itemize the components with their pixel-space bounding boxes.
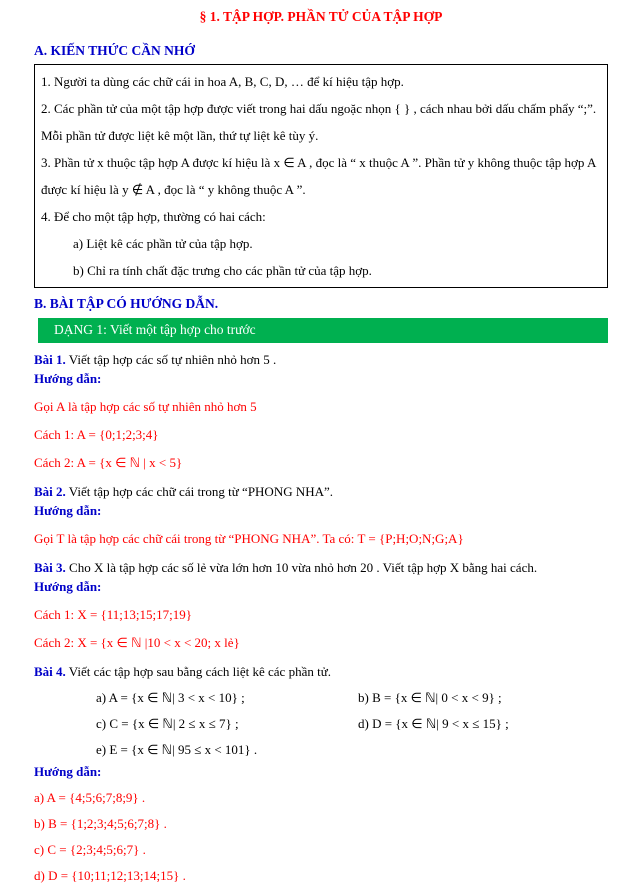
exercise-1-statement xyxy=(34,350,608,370)
exercise-4-statement xyxy=(34,662,608,682)
solution-line: Cách 2: X = {x ∈ ℕ |10 < x < 20; x lẻ} xyxy=(34,635,240,650)
exercise-1-label: Bài 1. xyxy=(34,352,66,367)
box-item-1: 1. Người ta dùng các chữ cái in hoa A, B, C, D, … để kí hiệu tập hợp. xyxy=(41,74,404,89)
exercise-4-part-b: b) B = {x ∈ ℕ| 0 < x < 9} ; xyxy=(358,690,502,705)
knowledge-box xyxy=(34,64,608,288)
exercise-1-guide-label: Hướng dẫn: xyxy=(34,371,102,386)
answer-line-c: c) C = {2;3;4;5;6;7} . xyxy=(34,842,146,857)
section-a-heading: A. KIẾN THỨC CẦN NHỚ xyxy=(34,43,195,58)
exercise-4-parts xyxy=(34,685,608,763)
solution-line: Gọi A là tập hợp các số tự nhiên nhỏ hơn 5 xyxy=(34,399,257,414)
exercise-4-guide-label: Hướng dẫn: xyxy=(34,764,102,779)
answer-line-d: d) D = {10;11;12;13;14;15} . xyxy=(34,868,186,883)
page-title: § 1. TẬP HỢP. PHẦN TỬ CỦA TẬP HỢP xyxy=(199,9,443,24)
box-subitem-b: b) Chỉ ra tính chất đặc trưng cho các phần tử của tập hợp. xyxy=(73,263,372,278)
exercise-1-text: Viết tập hợp các số tự nhiên nhỏ hơn 5 . xyxy=(65,352,277,367)
box-subitem-a: a) Liệt kê các phần tử của tập hợp. xyxy=(73,236,253,251)
exercise-3-text: Cho X là tập hợp các số lẻ vừa lớn hơn 10 vừa nhỏ hơn 20 . Viết tập hợp X bằng hai cách. xyxy=(65,560,538,575)
exercise-4-text: Viết các tập hợp sau bằng cách liệt kê các phần tử. xyxy=(65,664,332,679)
box-item-2: 2. Các phần tử của một tập hợp được viết trong hai dấu ngoặc nhọn { } , cách nhau bởi dấu chấm phẩy “;”. Mỗi phần tử được liệt kê một lần, thứ tự liệt kê tùy ý. xyxy=(41,101,597,143)
section-b-heading: B. BÀI TẬP CÓ HƯỚNG DẪN. xyxy=(34,296,219,311)
dang1-banner: DẠNG 1: Viết một tập hợp cho trước xyxy=(38,318,608,343)
answer-line-b: b) B = {1;2;3;4;5;6;7;8} . xyxy=(34,816,167,831)
exercise-4-part-d: d) D = {x ∈ ℕ| 9 < x ≤ 15} ; xyxy=(358,716,509,731)
exercise-3-solution xyxy=(34,606,608,651)
exercise-4-part-e: e) E = {x ∈ ℕ| 95 ≤ x < 101} . xyxy=(96,742,258,757)
exercise-4-label: Bài 4. xyxy=(34,664,66,679)
box-item-4: 4. Để cho một tập hợp, thường có hai cách: xyxy=(41,209,266,224)
solution-line: Cách 1: X = {11;13;15;17;19} xyxy=(34,607,192,622)
exercise-4-answers xyxy=(34,790,608,884)
exercise-1-solution xyxy=(34,398,608,471)
exercise-3-label: Bài 3. xyxy=(34,560,66,575)
exercise-4-part-c: c) C = {x ∈ ℕ| 2 ≤ x ≤ 7} ; xyxy=(96,716,239,731)
exercise-2-text: Viết tập hợp các chữ cái trong từ “PHONG NHA”. xyxy=(65,484,334,499)
exercise-3-statement xyxy=(34,558,608,578)
answer-line-a: a) A = {4;5;6;7;8;9} . xyxy=(34,790,146,805)
exercise-3-guide-label: Hướng dẫn: xyxy=(34,579,102,594)
exercise-2-guide-label: Hướng dẫn: xyxy=(34,503,102,518)
exercise-2-statement xyxy=(34,482,608,502)
exercise-4-part-a: a) A = {x ∈ ℕ| 3 < x < 10} ; xyxy=(96,690,245,705)
exercise-2-solution xyxy=(34,530,608,547)
solution-line: Cách 1: A = {0;1;2;3;4} xyxy=(34,427,159,442)
solution-line: Gọi T là tập hợp các chữ cái trong từ “PHONG NHA”. Ta có: T = {P;H;O;N;G;A} xyxy=(34,531,464,546)
solution-line: Cách 2: A = {x ∈ ℕ | x < 5} xyxy=(34,455,183,470)
exercise-2-label: Bài 2. xyxy=(34,484,66,499)
box-item-3: 3. Phần tử x thuộc tập hợp A được kí hiệu là x ∈ A , đọc là “ x thuộc A ”. Phần tử y không thuộc tập hợp A được kí hiệu là y ∉ A , đọc là “ y không thuộc A ”. xyxy=(41,155,596,197)
